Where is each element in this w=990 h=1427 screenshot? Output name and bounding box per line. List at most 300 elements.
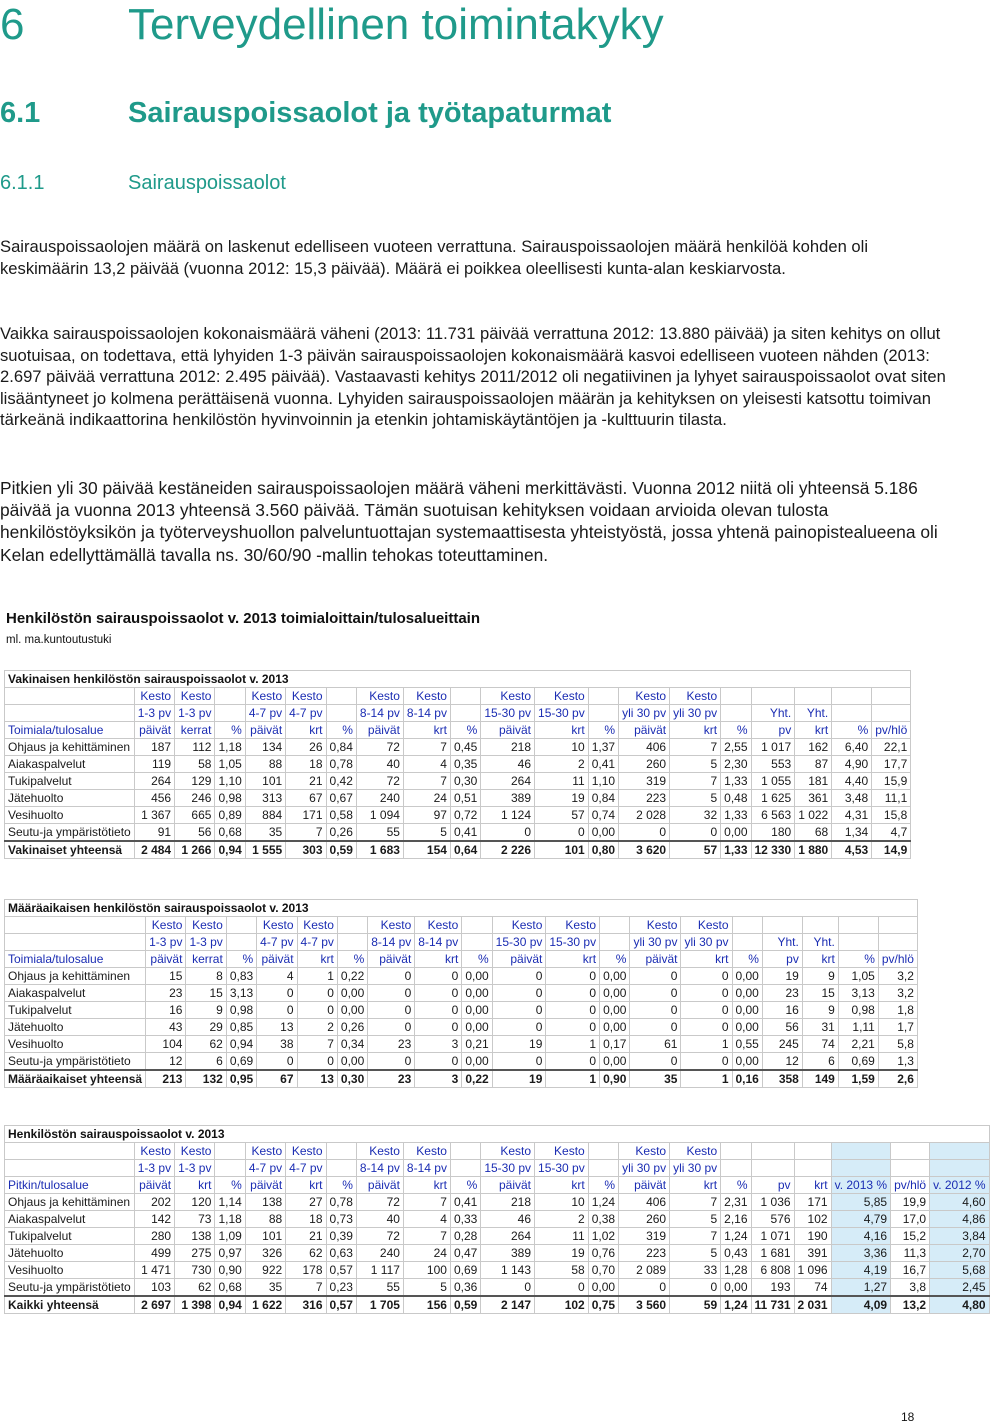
table-cell: 171 — [794, 1194, 831, 1211]
table-cell: 0,41 — [450, 1194, 480, 1211]
header-cell — [732, 934, 762, 951]
header-cell: % — [450, 722, 480, 739]
table-cell: 0,00 — [732, 968, 762, 985]
table-cell: 1 625 — [751, 790, 795, 807]
header-cell: 1-3 pv — [175, 705, 215, 722]
table-cell: 5 — [403, 1279, 450, 1297]
table-cell: 1 — [681, 1036, 732, 1053]
table-cell: 7 — [297, 1036, 337, 1053]
table-cell: 0,70 — [588, 1262, 618, 1279]
table-cell: 264 — [481, 1228, 535, 1245]
table-cell: 0,94 — [215, 1296, 245, 1314]
table-cell: 0 — [681, 1002, 732, 1019]
table-cell: 1 094 — [356, 807, 403, 824]
table-cell: 1,33 — [721, 841, 751, 859]
table-cell: 1 055 — [751, 773, 795, 790]
table-cell: 665 — [175, 807, 215, 824]
page-number: 18 — [901, 1410, 915, 1424]
table-cell: 74 — [794, 1279, 831, 1297]
table-cell: 72 — [356, 1228, 403, 1245]
total-row — [5, 841, 911, 859]
table-cell: 1,24 — [721, 1296, 751, 1314]
table-cell: 0 — [297, 1053, 337, 1071]
header-row — [5, 1143, 990, 1160]
header-cell: krt — [403, 722, 450, 739]
table-cell: 1,11 — [838, 1019, 878, 1036]
table-cell: 0,67 — [326, 790, 356, 807]
table-cell: 0,55 — [732, 1036, 762, 1053]
header-cell: Kesto — [257, 917, 297, 934]
table-cell: 1 — [297, 968, 337, 985]
row-label: Vesihuolto — [5, 807, 135, 824]
header-cell — [794, 1160, 831, 1177]
table-cell: 4,86 — [930, 1211, 989, 1228]
table-row — [5, 1019, 918, 1036]
table-cell: 29 — [186, 1019, 226, 1036]
table-cell: 1,05 — [838, 968, 878, 985]
table-cell: 0,22 — [337, 968, 367, 985]
table-title: Henkilöstön sairauspoissaolot v. 2013 — [5, 1126, 990, 1143]
table-cell: 72 — [356, 739, 403, 756]
table-title: Vakinaisen henkilöstön sairauspoissaolot v. 2013 — [5, 671, 911, 688]
table-cell: 1 880 — [795, 841, 832, 859]
header-cell: 1-3 pv — [146, 934, 186, 951]
table-cell: 7 — [286, 1279, 326, 1297]
chapter-title: Terveydellinen toimintakyky — [128, 0, 664, 49]
table-row — [5, 968, 918, 985]
table-cell: 0 — [297, 985, 337, 1002]
header-cell — [751, 1143, 794, 1160]
table-cell: 19,9 — [891, 1194, 930, 1211]
table-cell: 0 — [368, 985, 415, 1002]
table-cell: 40 — [356, 756, 403, 773]
row-label: Jätehuolto — [5, 1245, 135, 1262]
table-cell: 0,59 — [450, 1296, 480, 1314]
table-cell: 26 — [286, 739, 326, 756]
table-cell: 730 — [175, 1262, 215, 1279]
table-row — [5, 985, 918, 1002]
table-cell: 2 226 — [481, 841, 535, 859]
table-cell: 4 — [257, 968, 297, 985]
header-cell: Kesto — [546, 917, 600, 934]
table-row — [5, 756, 911, 773]
header-cell — [751, 688, 795, 705]
header-cell — [721, 688, 751, 705]
table-cell: 0,00 — [721, 1279, 751, 1297]
header-row — [5, 1177, 990, 1194]
paragraph-1: Sairauspoissaolojen määrä on laskenut edelliseen vuoteen verrattuna. Sairauspoissaolojen määrä henkilöä kohden oli keskimäärin 13,2 päivää (vuonna 2012: 15,3 päivää). Määrä ei poikkea oleellisesti kunta-alan keskiarvosta. — [0, 237, 869, 278]
table-cell: 0,69 — [450, 1262, 480, 1279]
table-cell: 15 — [146, 968, 186, 985]
table-cell: 240 — [356, 790, 403, 807]
header-cell: krt — [795, 722, 832, 739]
table-cell: 1,24 — [721, 1228, 751, 1245]
table-cell: 553 — [751, 756, 795, 773]
header-cell — [838, 917, 878, 934]
table-cell: 0 — [546, 1019, 600, 1036]
table-cell: 884 — [245, 807, 285, 824]
header-cell: 8-14 pv — [415, 934, 462, 951]
table-cell: 4,90 — [832, 756, 872, 773]
header-cell — [5, 1160, 135, 1177]
table-cell: 2 147 — [481, 1296, 535, 1314]
header-cell — [5, 688, 135, 705]
table-cell: 9 — [802, 968, 838, 985]
header-cell: 8-14 pv — [368, 934, 415, 951]
table-cell: 193 — [751, 1279, 794, 1297]
table-cell: 13 — [257, 1019, 297, 1036]
table-cell: 35 — [245, 824, 285, 842]
table-row — [5, 807, 911, 824]
header-cell: % — [832, 722, 872, 739]
table-cell: 22,1 — [872, 739, 911, 756]
table-cell: 0,98 — [226, 1002, 256, 1019]
table-cell: 0 — [492, 985, 546, 1002]
table-cell: 21 — [286, 773, 326, 790]
table-cell: 0,85 — [226, 1019, 256, 1036]
table-cell: 0 — [630, 985, 681, 1002]
table-cell: 6 808 — [751, 1262, 794, 1279]
table-cell: 1,33 — [721, 807, 751, 824]
table-cell: 134 — [245, 739, 285, 756]
table-cell: 15 — [802, 985, 838, 1002]
table-cell: 0,23 — [326, 1279, 356, 1297]
row-label: Määräaikaiset yhteensä — [5, 1070, 146, 1088]
table-cell: 0,38 — [588, 1211, 618, 1228]
header-cell: kerrat — [186, 951, 226, 968]
table-cell: 4,09 — [831, 1296, 890, 1314]
header-cell — [588, 1143, 618, 1160]
table-cell: 260 — [619, 756, 670, 773]
header-cell: Kesto — [619, 1143, 670, 1160]
subsection-title: Sairauspoissaolot — [128, 172, 286, 194]
table-cell: 62 — [175, 1279, 215, 1297]
header-cell: Kesto — [403, 688, 450, 705]
table-cell: 0 — [492, 968, 546, 985]
table-cell: 72 — [356, 1194, 403, 1211]
table-cell: 0,51 — [450, 790, 480, 807]
header-cell — [832, 688, 872, 705]
header-cell: 4-7 pv — [286, 705, 326, 722]
table-cell: 10 — [535, 739, 589, 756]
paragraph-3: Pitkien yli 30 päivää kestäneiden sairauspoissaolojen määrä väheni merkittävästi. Vuonna 2012 niitä oli yhteensä 5.186 päivää ja vuonna 2013 yhteensä 3.560 päivää. Tämän suotuisan kehityksen voidaan arvioida olevan tulosta henkilöstöyksikön ja työterveyshuollon palveluntuottajan systemaattisesta yhteistyöstä, jossa yhtenä painopistealueena oli Kelan edellyttämällä tavalla ns. 30/60/90 -mallin tehokas toteuttaminen. — [0, 478, 938, 565]
table-row — [5, 1002, 918, 1019]
header-cell: 4-7 pv — [297, 934, 337, 951]
table-cell: 23 — [368, 1036, 415, 1053]
table-cell: 0,30 — [450, 773, 480, 790]
header-cell: Kesto — [535, 688, 589, 705]
header-cell — [891, 1143, 930, 1160]
header-cell: päivät — [134, 722, 174, 739]
table-cell: 19 — [492, 1036, 546, 1053]
table-cell: 0 — [546, 1002, 600, 1019]
header-cell: % — [462, 951, 492, 968]
table-cell: 1 398 — [175, 1296, 215, 1314]
table-cell: 0,69 — [226, 1053, 256, 1071]
table-cell: 19 — [535, 790, 589, 807]
header-cell — [795, 688, 832, 705]
header-cell — [930, 1160, 989, 1177]
row-label: Seutu-ja ympäristötieto — [5, 1053, 146, 1071]
table-cell: 138 — [175, 1228, 215, 1245]
header-cell — [588, 1160, 618, 1177]
table-cell: 0 — [681, 1019, 732, 1036]
table-cell: 0,21 — [462, 1036, 492, 1053]
table-cell: 55 — [356, 1279, 403, 1297]
table-cell: 1 017 — [751, 739, 795, 756]
header-cell: krt — [802, 951, 838, 968]
header-cell: 15-30 pv — [535, 1160, 589, 1177]
table-cell: 0,00 — [732, 985, 762, 1002]
header-cell: % — [838, 951, 878, 968]
table-cell: 264 — [481, 773, 535, 790]
table-cell: 245 — [762, 1036, 802, 1053]
table-row — [5, 1245, 990, 1262]
table-cell: 1 683 — [356, 841, 403, 859]
table-cell: 406 — [619, 1194, 670, 1211]
header-cell — [732, 917, 762, 934]
header-cell — [215, 705, 245, 722]
header-cell: päivät — [356, 722, 403, 739]
table-cell: 0,84 — [326, 739, 356, 756]
table-cell: 922 — [245, 1262, 285, 1279]
table-cell: 2,6 — [878, 1070, 917, 1088]
table-cell: 24 — [403, 790, 450, 807]
table-cell: 156 — [403, 1296, 450, 1314]
table-cell: 0,36 — [450, 1279, 480, 1297]
table-row — [5, 1053, 918, 1071]
table-cell: 88 — [245, 756, 285, 773]
table-cell: 11 — [535, 773, 589, 790]
table-cell: 2,30 — [721, 756, 751, 773]
table-cell: 101 — [245, 1228, 285, 1245]
section-heading — [0, 97, 611, 130]
table-cell: 7 — [403, 773, 450, 790]
table-cell: 0,30 — [337, 1070, 367, 1088]
table-cell: 2,21 — [838, 1036, 878, 1053]
header-cell — [762, 917, 802, 934]
table-cell: 67 — [286, 790, 326, 807]
table-cell: 57 — [670, 841, 721, 859]
header-cell — [600, 917, 630, 934]
row-label: Seutu-ja ympäristötieto — [5, 1279, 135, 1297]
table-cell: 11,3 — [891, 1245, 930, 1262]
table-cell: 0 — [492, 1053, 546, 1071]
table-row — [5, 1262, 990, 1279]
table-cell: 0 — [546, 968, 600, 985]
table-cell: 0,00 — [462, 1053, 492, 1071]
table-cell: 91 — [134, 824, 174, 842]
table-cell: 223 — [619, 1245, 670, 1262]
table-cell: 0,95 — [226, 1070, 256, 1088]
table-cell: 1 367 — [134, 807, 174, 824]
header-cell — [226, 917, 256, 934]
table-cell: 101 — [535, 841, 589, 859]
header-cell: pv — [751, 1177, 794, 1194]
table-cell: 0,48 — [721, 790, 751, 807]
header-cell: 8-14 pv — [403, 705, 450, 722]
header-row — [5, 951, 918, 968]
table-cell: 57 — [535, 807, 589, 824]
table-cell: 88 — [245, 1211, 285, 1228]
header-cell — [872, 705, 911, 722]
table-row — [5, 1211, 990, 1228]
table-cell: 18 — [286, 1211, 326, 1228]
header-cell: 15-30 pv — [481, 1160, 535, 1177]
header-cell: Kesto — [175, 1143, 215, 1160]
table-cell: 0 — [619, 824, 670, 842]
table-cell: 0,83 — [226, 968, 256, 985]
header-cell: Kesto — [670, 1143, 721, 1160]
table-cell: 15,2 — [891, 1228, 930, 1245]
header-row — [5, 934, 918, 951]
table-cell: 3,13 — [838, 985, 878, 1002]
table-cell: 2 031 — [794, 1296, 831, 1314]
sheet-table — [4, 670, 911, 859]
header-cell — [721, 1160, 751, 1177]
table-cell: 14,9 — [872, 841, 911, 859]
table-cell: 2 089 — [619, 1262, 670, 1279]
table-cell: 3 620 — [619, 841, 670, 859]
table-cell: 3,13 — [226, 985, 256, 1002]
table-cell: 12 330 — [751, 841, 795, 859]
table-cell: 35 — [245, 1279, 285, 1297]
table-cell: 1 071 — [751, 1228, 794, 1245]
table-cell: 1,59 — [838, 1070, 878, 1088]
header-cell: 4-7 pv — [245, 1160, 285, 1177]
table-cell: 31 — [802, 1019, 838, 1036]
table-cell: 202 — [134, 1194, 174, 1211]
header-cell: päivät — [619, 1177, 670, 1194]
header-cell: yli 30 pv — [681, 934, 732, 951]
table-cell: 132 — [186, 1070, 226, 1088]
header-cell: Kesto — [286, 1143, 326, 1160]
table-cell: 0 — [492, 1002, 546, 1019]
header-cell: 1-3 pv — [134, 705, 174, 722]
table-cell: 187 — [134, 739, 174, 756]
header-cell — [326, 705, 356, 722]
table-cell: 1,10 — [588, 773, 618, 790]
header-cell: yli 30 pv — [670, 1160, 721, 1177]
header-cell: Yht. — [751, 705, 795, 722]
header-cell: Kesto — [535, 1143, 589, 1160]
header-cell: krt — [670, 1177, 721, 1194]
table-cell: 2 028 — [619, 807, 670, 824]
table-cell: 5,8 — [878, 1036, 917, 1053]
table-cell: 11,1 — [872, 790, 911, 807]
header-cell: päivät — [257, 951, 297, 968]
table-cell: 58 — [175, 756, 215, 773]
table-cell: 0,45 — [450, 739, 480, 756]
header-cell: Toimiala/tulosalue — [5, 951, 146, 968]
header-cell: päivät — [356, 1177, 403, 1194]
header-cell: % — [588, 1177, 618, 1194]
header-cell — [930, 1143, 989, 1160]
table-cell: 0 — [368, 1002, 415, 1019]
table-cell: 5 — [670, 790, 721, 807]
row-label: Ohjaus ja kehittäminen — [5, 1194, 135, 1211]
table-cell: 7 — [403, 1194, 450, 1211]
table-cell: 3,2 — [878, 985, 917, 1002]
table-cell: 46 — [481, 1211, 535, 1228]
table-cell: 0,22 — [462, 1070, 492, 1088]
table-cell: 1,14 — [215, 1194, 245, 1211]
header-cell — [462, 917, 492, 934]
table-cell: 2,45 — [930, 1279, 989, 1297]
table-cell: 40 — [356, 1211, 403, 1228]
header-cell: 15-30 pv — [546, 934, 600, 951]
header-cell — [5, 1143, 135, 1160]
table-cell: 1,7 — [878, 1019, 917, 1036]
header-cell — [878, 917, 917, 934]
table-cell: 0,74 — [588, 807, 618, 824]
table-cell: 4 — [403, 1211, 450, 1228]
header-cell — [872, 688, 911, 705]
table-cell: 0 — [535, 824, 589, 842]
table-cell: 2 — [535, 1211, 589, 1228]
table-cell: 6 — [802, 1053, 838, 1071]
table-cell: 2 — [297, 1019, 337, 1036]
header-cell: Kesto — [175, 688, 215, 705]
header-cell: pv/hlö — [872, 722, 911, 739]
table-cell: 13,2 — [891, 1296, 930, 1314]
header-cell: 15-30 pv — [492, 934, 546, 951]
table-cell: 32 — [670, 807, 721, 824]
header-cell — [226, 934, 256, 951]
table-cell: 178 — [286, 1262, 326, 1279]
header-cell: krt — [286, 722, 326, 739]
table-cell: 154 — [403, 841, 450, 859]
table-cell: 72 — [356, 773, 403, 790]
table-cell: 218 — [481, 1194, 535, 1211]
table-cell: 43 — [146, 1019, 186, 1036]
header-cell: kerrat — [175, 722, 215, 739]
table-cell: 0,76 — [588, 1245, 618, 1262]
table-cell: 0,26 — [337, 1019, 367, 1036]
header-cell — [588, 688, 618, 705]
table-cell: 7 — [670, 773, 721, 790]
table-cell: 181 — [795, 773, 832, 790]
table-cell: 0,41 — [588, 756, 618, 773]
table-cell: 12 — [762, 1053, 802, 1071]
header-cell — [215, 1160, 245, 1177]
header-cell: päivät — [619, 722, 670, 739]
table-cell: 280 — [134, 1228, 174, 1245]
header-cell: Kesto — [286, 688, 326, 705]
table-cell: 3,8 — [891, 1279, 930, 1297]
table-cell: 0,84 — [588, 790, 618, 807]
row-label: Ohjaus ja kehittäminen — [5, 739, 135, 756]
table-cell: 104 — [146, 1036, 186, 1053]
header-cell — [5, 917, 146, 934]
table-cell: 316 — [286, 1296, 326, 1314]
table-cell: 0,00 — [337, 1053, 367, 1071]
table-cell: 1 124 — [481, 807, 535, 824]
table-cell: 0,28 — [450, 1228, 480, 1245]
table-cell: 6 563 — [751, 807, 795, 824]
table-cell: 0,00 — [588, 824, 618, 842]
table-cell: 1,33 — [721, 773, 751, 790]
header-cell: Kesto — [492, 917, 546, 934]
table-cell: 5,68 — [930, 1262, 989, 1279]
table-cell: 0,00 — [588, 1279, 618, 1297]
table-cell: 21 — [286, 1228, 326, 1245]
table-cell: 0 — [415, 968, 462, 985]
table-cell: 391 — [794, 1245, 831, 1262]
table-cell: 5 — [670, 1211, 721, 1228]
table-cell: 7 — [670, 1228, 721, 1245]
header-cell — [450, 1143, 480, 1160]
